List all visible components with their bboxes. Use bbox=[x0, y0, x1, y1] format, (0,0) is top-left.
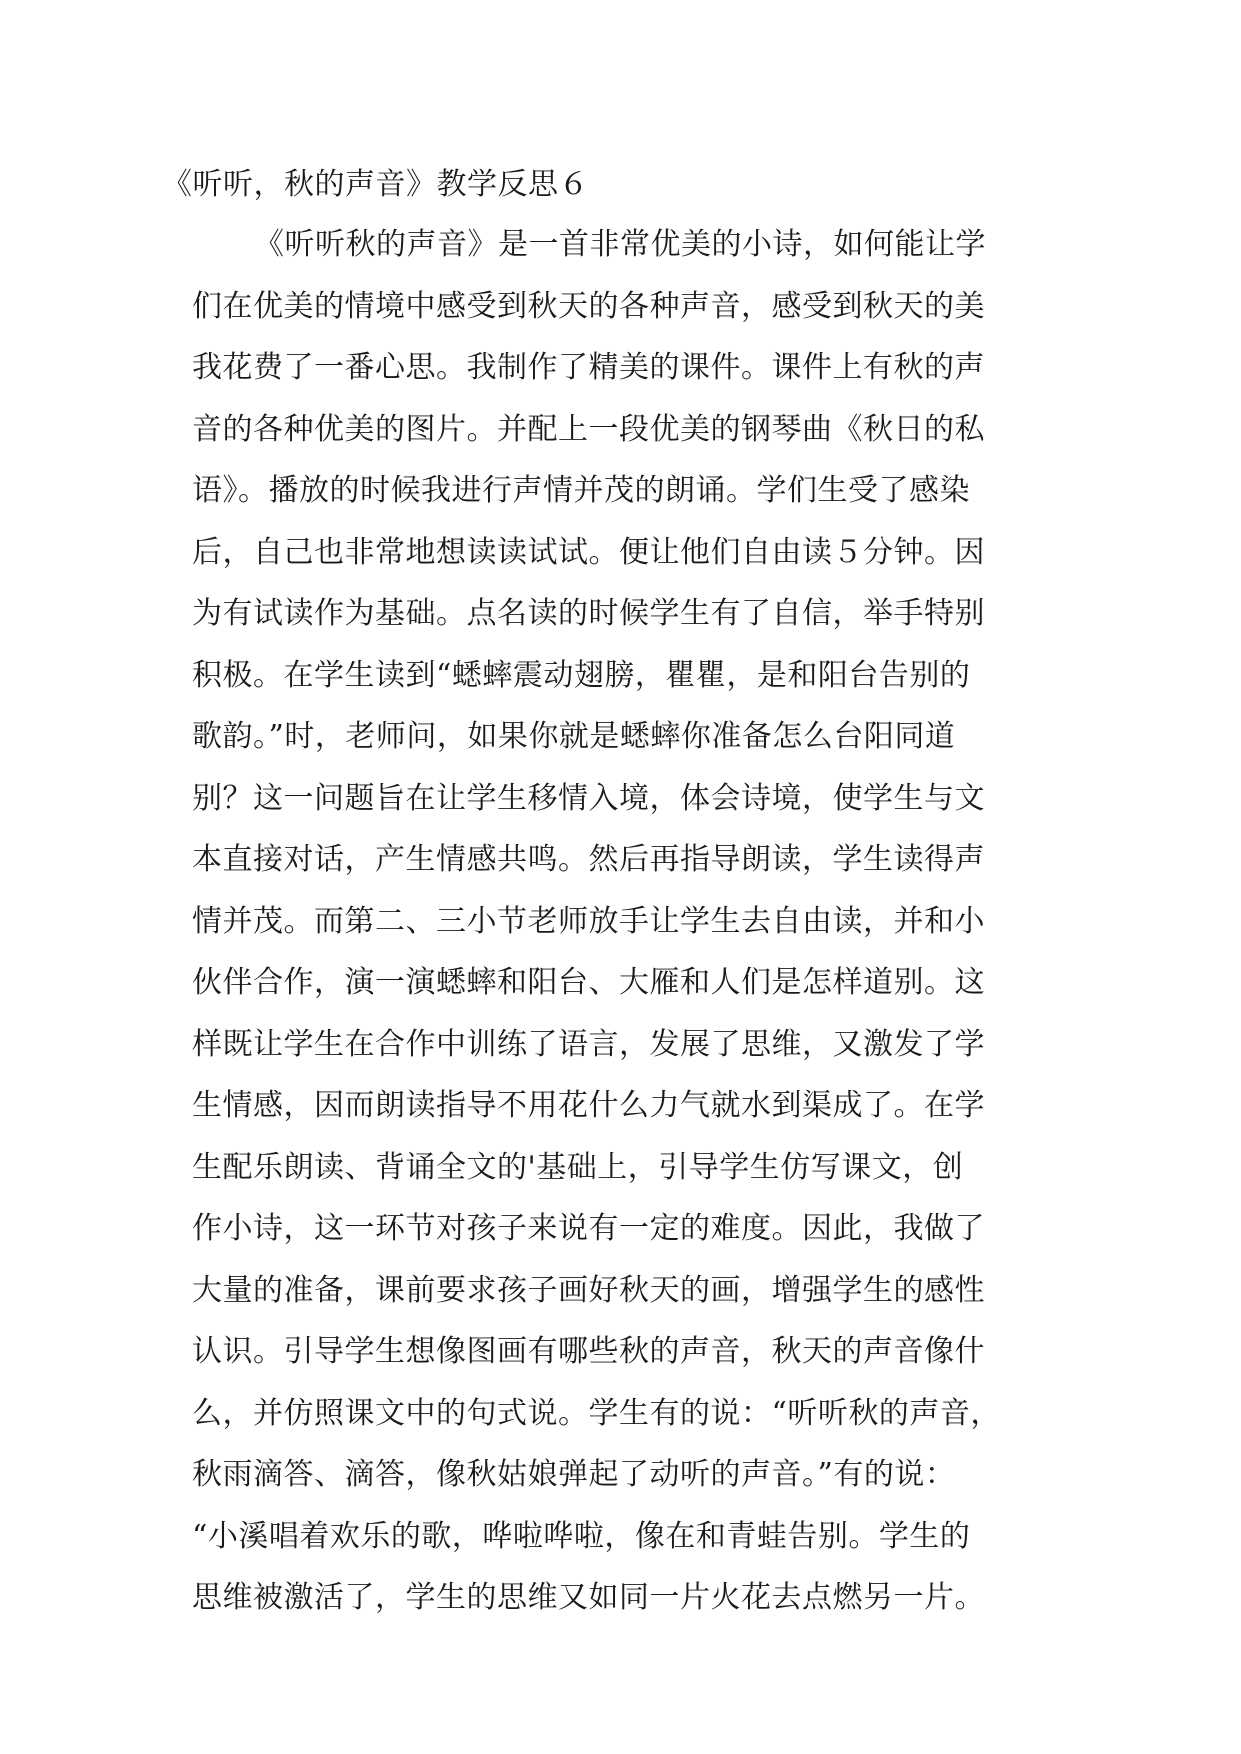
document-title: 《听听，秋的声音》教学反思６ bbox=[162, 167, 589, 202]
paragraph-line: 《听听秋的声音》是一首非常优美的小诗，如何能让学 bbox=[254, 227, 986, 262]
document-paragraph bbox=[192, 223, 1072, 1638]
paragraph-line: 情并茂。而第二、三小节老师放手让学生去自由读，并和小 bbox=[192, 903, 985, 939]
paragraph-line: 作小诗，这一环节对孩子来说有一定的难度。因此，我做了 bbox=[192, 1211, 985, 1246]
paragraph-line: 积极。在学生读到“蟋蟀震动翅膀，瞿瞿，是和阳台告别的 bbox=[192, 657, 971, 693]
paragraph-line: 我花费了一番心思。我制作了精美的课件。课件上有秋的声 bbox=[192, 350, 985, 385]
paragraph-line: 别？这一问题旨在让学生移情入境，体会诗境，使学生与文 bbox=[192, 780, 985, 816]
paragraph-line: 本直接对话，产生情感共鸣。然后再指导朗读，学生读得声 bbox=[192, 842, 985, 877]
paragraph-line: 音的各种优美的图片。并配上一段优美的钢琴曲《秋日的私 bbox=[192, 411, 985, 447]
paragraph-line: 思维被激活了，学生的思维又如同一片火花去点燃另一片。 bbox=[192, 1580, 985, 1615]
paragraph-line: 后，自己也非常地想读读试试。便让他们自由读５分钟。因 bbox=[192, 534, 985, 570]
paragraph-line: 秋雨滴答、滴答，像秋姑娘弹起了动听的声音。”有的说： bbox=[192, 1457, 956, 1492]
paragraph-line: 为有试读作为基础。点名读的时候学生有了自信，举手特别 bbox=[192, 596, 985, 631]
paragraph-line: 们在优美的情境中感受到秋天的各种声音，感受到秋天的美 bbox=[192, 288, 985, 324]
paragraph-line: “小溪唱着欢乐的歌，哗啦哗啦，像在和青蛙告别。学生的 bbox=[192, 1518, 971, 1554]
paragraph-line: 生情感，因而朗读指导不用花什么力气就水到渠成了。在学 bbox=[192, 1088, 985, 1123]
paragraph-line: 么，并仿照课文中的句式说。学生有的说：“听听秋的声音， bbox=[192, 1395, 1001, 1431]
paragraph-line: 歌韵。”时，老师问，如果你就是蟋蟀你准备怎么台阳同道 bbox=[192, 719, 956, 754]
paragraph-line: 认识。引导学生想像图画有哪些秋的声音，秋天的声音像什 bbox=[192, 1334, 985, 1369]
paragraph-line: 大量的准备，课前要求孩子画好秋天的画，增强学生的感性 bbox=[192, 1272, 985, 1308]
paragraph-line: 语》。播放的时候我进行声情并茂的朗诵。学们生受了感染 bbox=[192, 473, 970, 508]
paragraph-line: 样既让学生在合作中训练了语言，发展了思维，又激发了学 bbox=[192, 1026, 985, 1062]
paragraph-line: 生配乐朗读、背诵全文的'基础上，引导学生仿写课文，创 bbox=[192, 1149, 964, 1185]
paragraph-line: 伙伴合作，演一演蟋蟀和阳台、大雁和人们是怎样道别。这 bbox=[192, 965, 985, 1000]
